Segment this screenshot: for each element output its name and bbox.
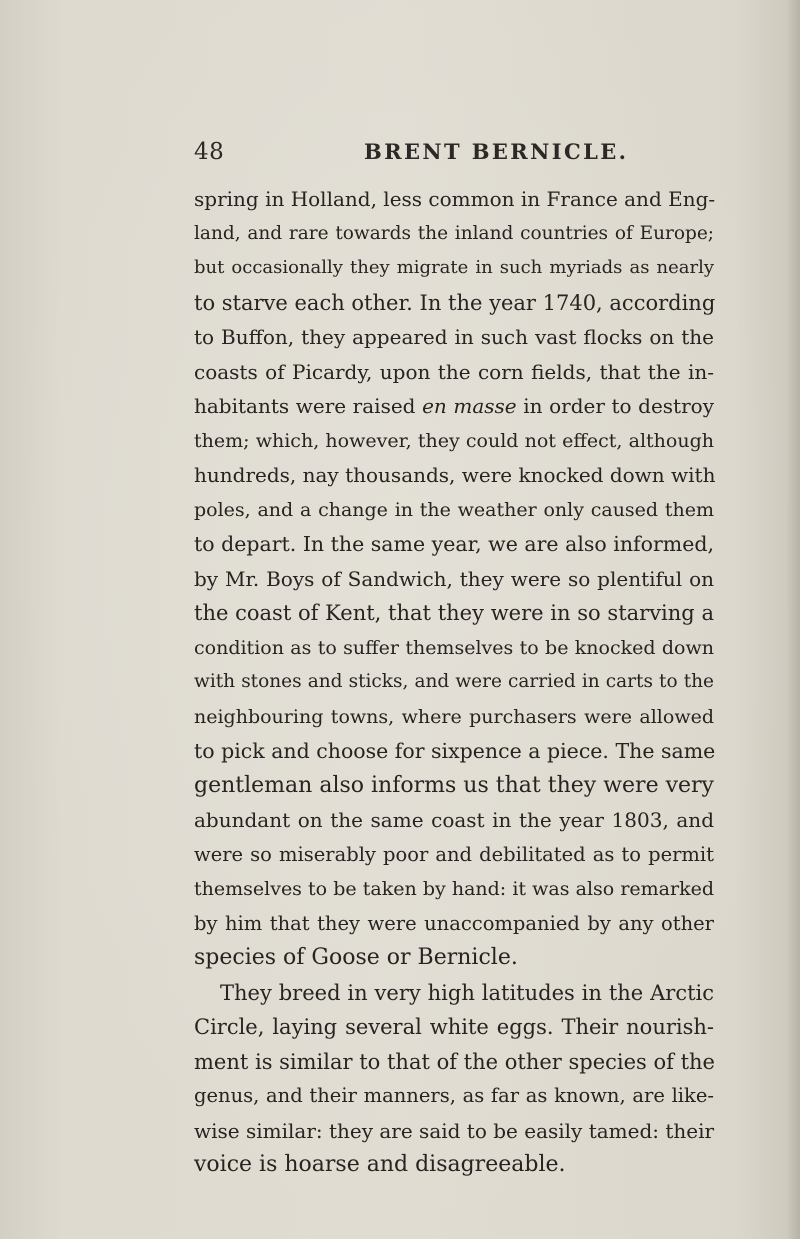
- text-line: habitants were raised en masse in order to destroy: [194, 394, 714, 418]
- text-line: the coast of Kent, that they were in so starving a: [194, 601, 714, 625]
- paragraph-start-line: They breed in very high latitudes in the Arctic: [220, 980, 714, 1005]
- page-header: [194, 139, 714, 171]
- text-line: spring in Holland, less common in France and Eng-: [194, 187, 716, 211]
- text-line: coasts of Picardy, upon the corn fields, that the in-: [194, 359, 714, 384]
- paragraph-end-line: species of Goose or Bernicle.: [194, 945, 518, 970]
- text-line: abundant on the same coast in the year 1803, and: [194, 808, 714, 832]
- text-line: with stones and sticks, and were carried in carts to the: [194, 671, 714, 692]
- text-line: condition as to suffer themselves to be knocked down: [194, 636, 714, 659]
- text-line: themselves to be taken by hand: it was also remarked: [194, 878, 714, 900]
- text-line: gentleman also informs us that they were very: [194, 772, 714, 798]
- text-line: to starve each other. In the year 1740, according: [194, 290, 716, 315]
- text-line: but occasionally they migrate in such myriads as nearly: [194, 257, 714, 278]
- text-line: wise similar: they are said to be easily tamed: their: [194, 1118, 715, 1143]
- running-head: BRENT BERNICLE.: [364, 139, 629, 164]
- text-line: hundreds, nay thousands, were knocked down with: [194, 463, 716, 487]
- paragraph-end-line: voice is hoarse and disagreeable.: [194, 1152, 566, 1177]
- text-line: ment is similar to that of the other species of the: [194, 1049, 715, 1074]
- text-line: Circle, laying several white eggs. Their nourish-: [194, 1015, 714, 1039]
- body-text: [194, 182, 714, 1183]
- page-number: 48: [194, 139, 225, 165]
- text-line: to pick and choose for sixpence a piece. The same: [194, 739, 716, 763]
- text-line: by Mr. Boys of Sandwich, they were so plentiful on: [194, 566, 714, 591]
- text-line: them; which, however, they could not effect, although: [194, 429, 714, 452]
- text-line: to depart. In the same year, we are also informed,: [194, 532, 714, 556]
- text-line: land, and rare towards the inland countries of Europe;: [194, 222, 714, 244]
- text-line: neighbouring towns, where purchasers were allowed: [194, 705, 714, 728]
- page-edge-shadow: [786, 0, 800, 1239]
- text-line: by him that they were unaccompanied by any other: [194, 911, 714, 935]
- text-line: to Buffon, they appeared in such vast flocks on the: [194, 325, 714, 349]
- text-line: poles, and a change in the weather only caused them: [194, 498, 714, 521]
- text-line: were so miserably poor and debilitated as to permit: [194, 842, 714, 866]
- text-line: genus, and their manners, as far as known, are like-: [194, 1084, 714, 1107]
